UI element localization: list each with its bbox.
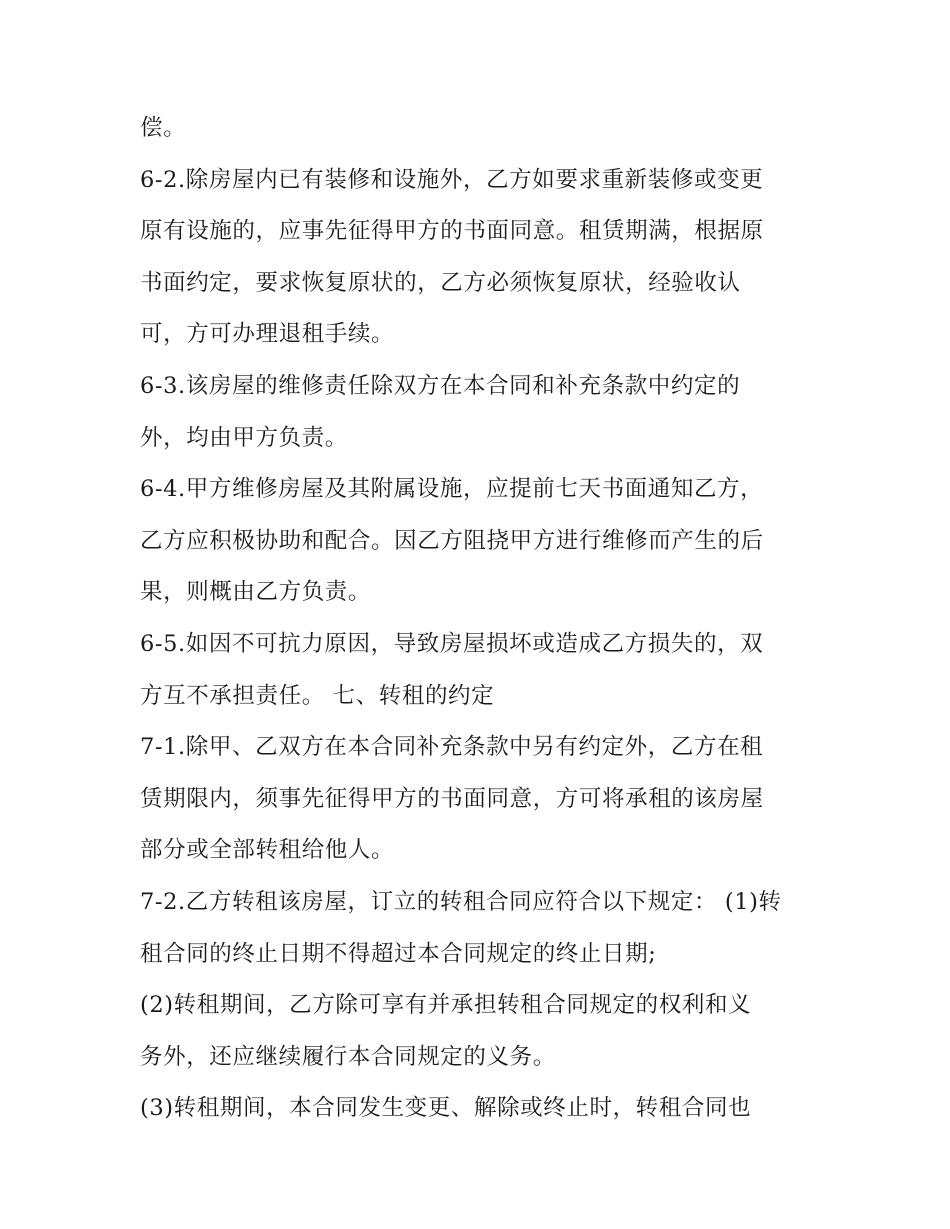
- text-line: 6-5.如因不可抗力原因，导致房屋损坏或造成乙方损失的，双: [140, 630, 764, 657]
- text-line: 原有设施的，应事先征得甲方的书面同意。租赁期满，根据原: [140, 218, 764, 245]
- text-line: 果，则概由乙方负责。: [140, 579, 372, 606]
- text-line: 务外，还应继续履行本合同规定的义务。: [140, 1043, 556, 1070]
- text-line: 部分或全部转租给他人。: [140, 837, 395, 864]
- text-line: 可，方可办理退租手续。: [140, 321, 395, 348]
- text-line: 偿。: [140, 115, 187, 141]
- text-line: (2)转租期间，乙方除可享有并承担转租合同规定的权利和义: [140, 992, 752, 1019]
- text-line: 赁期限内，须事先征得甲方的书面同意，方可将承租的该房屋: [140, 785, 764, 812]
- text-line: 6-2.除房屋内已有装修和设施外，乙方如要求重新装修或变更: [140, 166, 764, 193]
- document-body: [140, 103, 820, 1135]
- text-line: 乙方应积极协助和配合。因乙方阻挠甲方进行维修而产生的后: [140, 527, 764, 554]
- text-line: 6-4.甲方维修房屋及其附属设施，应提前七天书面通知乙方，: [140, 476, 764, 503]
- text-line: (3)转租期间，本合同发生变更、解除或终止时，转租合同也: [140, 1095, 752, 1122]
- text-line: 7-1.除甲、乙双方在本合同补充条款中另有约定外，乙方在租: [140, 734, 764, 761]
- text-line: 租合同的终止日期不得超过本合同规定的终止日期;: [140, 940, 657, 967]
- text-line: 7-2.乙方转租该房屋，订立的转租合同应符合以下规定： (1)转: [140, 888, 782, 915]
- text-line: 书面约定，要求恢复原状的，乙方必须恢复原状，经验收认: [140, 269, 741, 296]
- text-line: 外，均由甲方负责。: [140, 424, 348, 451]
- text-line: 方互不承担责任。 七、转租的约定: [140, 682, 495, 709]
- text-line: 6-3.该房屋的维修责任除双方在本合同和补充条款中约定的: [140, 372, 741, 399]
